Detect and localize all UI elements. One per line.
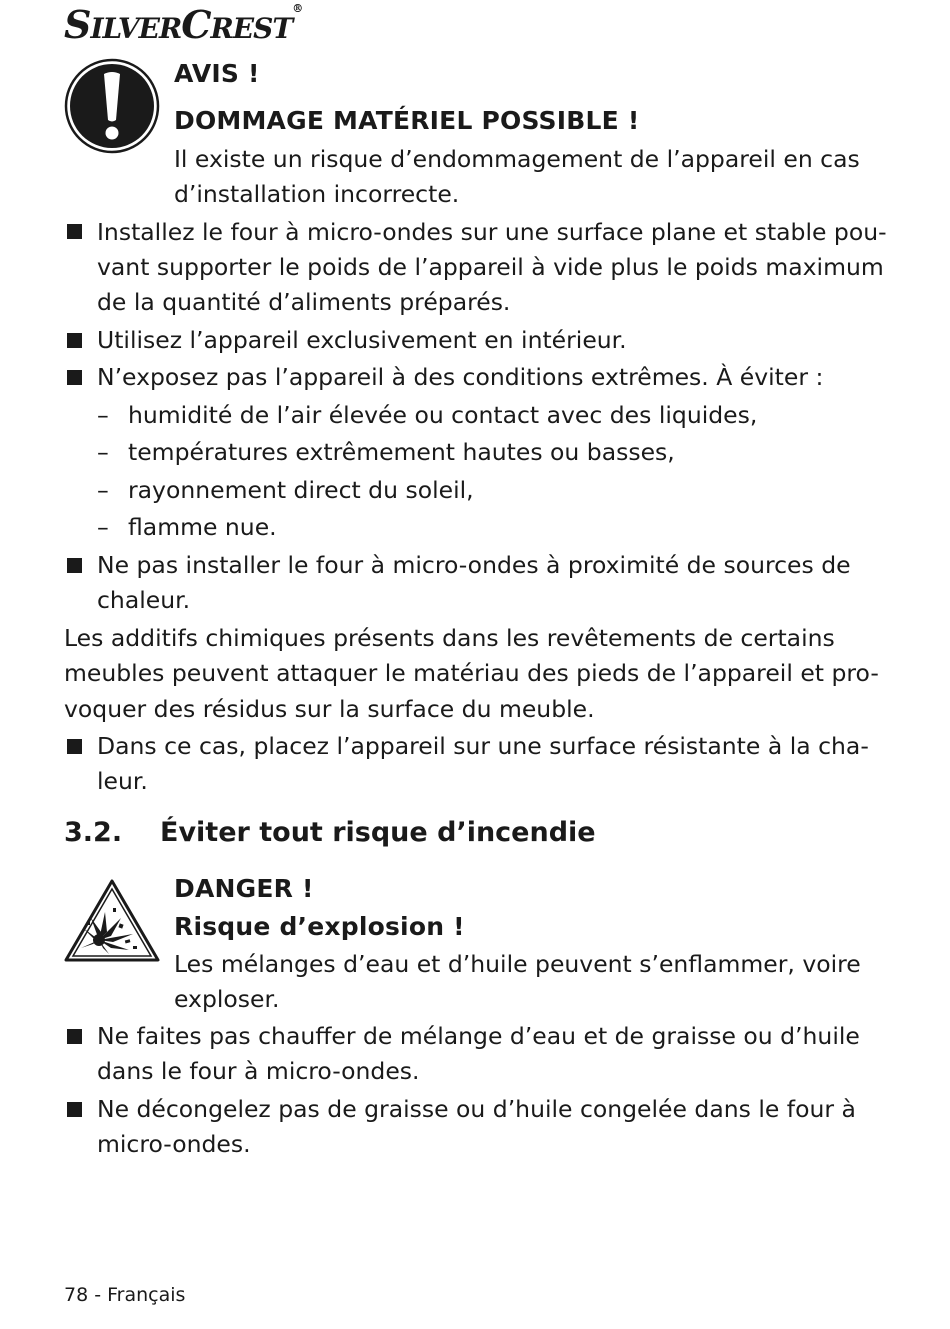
bullet-square — [67, 558, 82, 573]
bullet-text-line: Installez le four à micro-ondes sur une surface plane et stable pou- — [97, 218, 887, 246]
paragraph-line: meubles peuvent attaquer le matériau des pieds de l’appareil et pro- — [64, 659, 879, 687]
bullet-square — [67, 739, 82, 754]
bullet-square — [67, 224, 82, 239]
bullet-text-line: Utilisez l’appareil exclusivement en intérieur. — [97, 326, 627, 354]
danger-label: DANGER ! — [174, 874, 314, 903]
bullet-text-line: leur. — [97, 767, 148, 795]
notice-text-line: Il existe un risque d’endommagement de l’appareil en cas — [174, 145, 860, 173]
bullet-text-line: Dans ce cas, placez l’appareil sur une surface résistante à la cha- — [97, 732, 869, 760]
dash-marker: – — [97, 401, 109, 429]
dash-marker: – — [97, 513, 109, 541]
bullet-text-line: N’exposez pas l’appareil à des conditions extrêmes. À éviter : — [97, 363, 824, 391]
bullet-square — [67, 1102, 82, 1117]
danger-heading: Risque d’explosion ! — [174, 912, 465, 941]
notice-heading: DOMMAGE MATÉRIEL POSSIBLE ! — [174, 106, 640, 135]
dash-item: températures extrêmement hautes ou basses, — [128, 438, 675, 466]
notice-text-line: d’installation incorrecte. — [174, 180, 460, 208]
bullet-square — [67, 1029, 82, 1044]
section-title: Éviter tout risque d’incendie — [160, 817, 596, 848]
bullet-text-line: dans le four à micro-ondes. — [97, 1057, 420, 1085]
danger-text-line: exploser. — [174, 985, 280, 1013]
notice-label: AVIS ! — [174, 59, 260, 88]
danger-text-line: Les mélanges d’eau et d’huile peuvent s’enflammer, voire — [174, 950, 861, 978]
dash-marker: – — [97, 438, 109, 466]
bullet-square — [67, 370, 82, 385]
bullet-text-line: de la quantité d’aliments préparés. — [97, 288, 511, 316]
bullet-text-line: vant supporter le poids de l’appareil à vide plus le poids maximum — [97, 253, 884, 281]
bullet-text-line: micro-ondes. — [97, 1130, 251, 1158]
bullet-text-line: Ne pas installer le four à micro-ondes à proximité de sources de — [97, 551, 851, 579]
page-footer: 78 - Français — [64, 1284, 186, 1306]
dash-item: flamme nue. — [128, 513, 277, 541]
bullet-text-line: Ne décongelez pas de graisse ou d’huile congelée dans le four à — [97, 1095, 856, 1123]
dash-item: rayonnement direct du soleil, — [128, 476, 474, 504]
explosion-warning-icon — [63, 878, 161, 964]
dash-item: humidité de l’air élevée ou contact avec des liquides, — [128, 401, 758, 429]
bullet-text-line: chaleur. — [97, 586, 191, 614]
paragraph-line: voquer des résidus sur la surface du meuble. — [64, 695, 595, 723]
exclamation-circle-icon — [64, 58, 160, 154]
brand-logo: SILVERCREST® — [64, 2, 303, 47]
bullet-text-line: Ne faites pas chauffer de mélange d’eau et de graisse ou d’huile — [97, 1022, 860, 1050]
dash-marker: – — [97, 476, 109, 504]
bullet-square — [67, 333, 82, 348]
section-number: 3.2. — [64, 817, 123, 848]
paragraph-line: Les additifs chimiques présents dans les revêtements de certains — [64, 624, 835, 652]
